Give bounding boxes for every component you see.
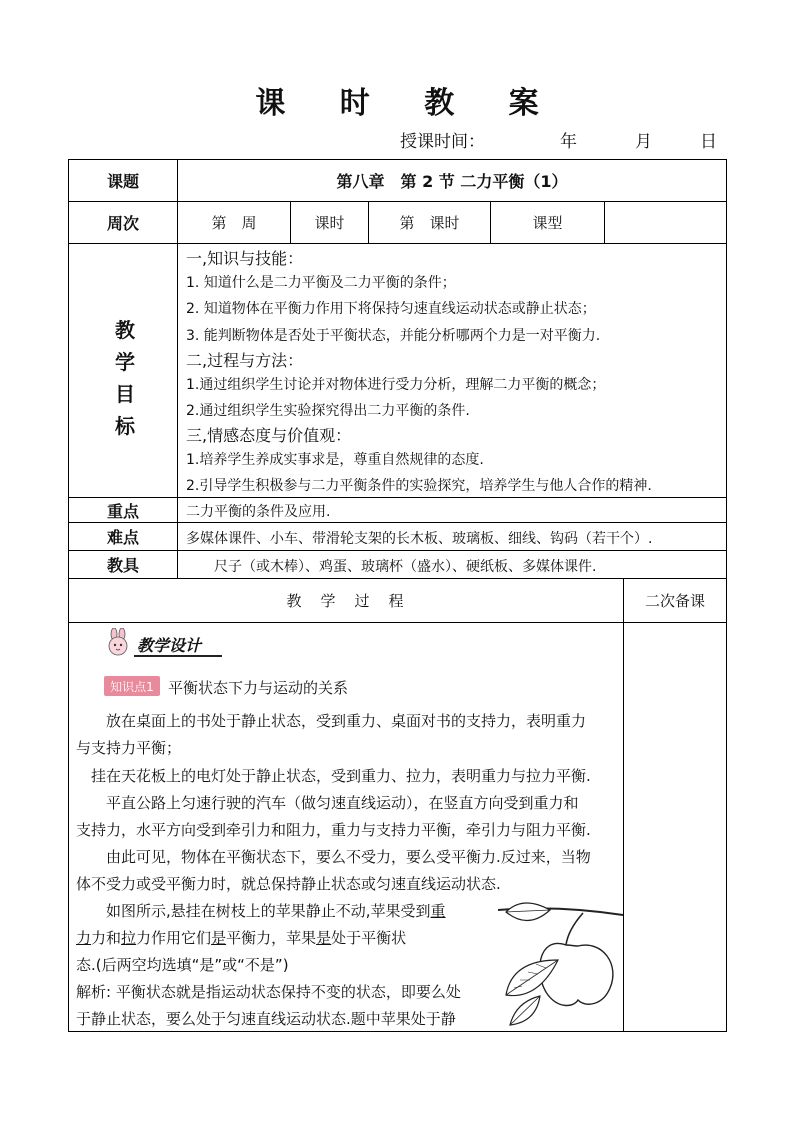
apple-on-branch-illustration (498, 900, 628, 1030)
objective-item: 2.通过组织学生实验探究得出二力平衡的条件. (186, 403, 470, 419)
paragraph-line: 平直公路上匀速行驶的汽车（做匀速直线运动），在竖直方向受到重力和 (76, 794, 579, 812)
objective-item: 3. 能判断物体是否处于平衡状态，并能分析哪两个力是一对平衡力. (186, 328, 601, 344)
paragraph-line: 与支持力平衡； (76, 739, 182, 757)
process-label: 教 学 过 程 (286, 592, 406, 610)
objective-item: 2.引导学生积极参与二力平衡条件的实验探究，培养学生与他人合作的精神. (186, 478, 652, 494)
objective-item: 2. 知道物体在平衡力作用下将保持匀速直线运动状态或静止状态； (186, 301, 596, 317)
answer-blank-3: 是 (211, 929, 227, 947)
objective-item: 1.通过组织学生讨论并对物体进行受力分析，理解二力平衡的概念； (186, 377, 606, 393)
objective-heading: 三,情感态度与价值观： (186, 426, 352, 445)
objective-item: 1.培养学生养成实事求是，尊重自然规律的态度. (186, 452, 484, 468)
question-line-2: 力力和拉力作用它们是平衡力，苹果是处于平衡状 (76, 929, 407, 947)
topic-label: 课题 (106, 172, 139, 191)
lesson-type-label: 课型 (532, 214, 563, 232)
difficulty-value: 多媒体课件、小车、带滑轮支架的长木板、玻璃板、细线、钩码（若干个）. (186, 531, 653, 547)
paragraph-line: 放在桌面上的书处于静止状态，受到重力、桌面对书的支持力，表明重力 (76, 712, 587, 730)
objectives-label-3: 目 (115, 382, 135, 406)
second-prep-label: 二次备课 (644, 592, 705, 610)
topic-value: 第八章 第 2 节 二力平衡（1） (336, 172, 568, 191)
teaching-date-line (400, 127, 720, 151)
objectives-label-4: 标 (115, 414, 135, 438)
objective-heading: 二,过程与方法： (186, 351, 304, 370)
key-point-label: 重点 (106, 501, 139, 521)
rabbit-icon (106, 628, 130, 658)
answer-blank-1b: 力 (76, 929, 92, 947)
objectives-label-2: 学 (115, 350, 135, 374)
objective-heading: 一,知识与技能： (186, 249, 304, 268)
knowledge-section-title: 平衡状态下力与运动的关系 (168, 679, 349, 697)
week-value: 第 周 (211, 214, 257, 232)
tools-value: 尺子（或木棒）、鸡蛋、玻璃杯（盛水）、硬纸板、多媒体课件. (214, 559, 597, 575)
period-label: 课时 (314, 214, 345, 232)
question-line-1: 如图所示,悬挂在树枝上的苹果静止不动,苹果受到重 (76, 902, 446, 920)
paragraph-line: 支持力，水平方向受到牵引力和阻力，重力与支持力平衡，牵引力与阻力平衡. (76, 821, 591, 839)
month-label: 月 (635, 132, 652, 152)
page-title: 课 时 教 案 (255, 86, 561, 121)
difficulty-label: 难点 (106, 528, 139, 547)
day-label: 日 (700, 132, 717, 152)
paragraph-line: 挂在天花板上的电灯处于静止状态，受到重力、拉力，表明重力与拉力平衡. (76, 767, 591, 785)
analysis-line-1: 解析: 平衡状态就是指运动状态保持不变的状态，即要么处 (76, 983, 461, 1001)
question-line-3: 态.(后两空均选填“是”或“不是”) (76, 956, 289, 974)
paragraph-line: 体不受力或受平衡力时，就总保持静止状态或匀速直线运动状态. (76, 875, 501, 893)
knowledge-badge: 知识点1 (104, 676, 160, 696)
design-title-underline (134, 655, 222, 657)
objectives-label-1: 教 (115, 318, 135, 342)
objective-item: 1. 知道什么是二力平衡及二力平衡的条件； (186, 275, 456, 291)
analysis-line-2: 于静止状态，要么处于匀速直线运动状态.题中苹果处于静 (76, 1010, 456, 1028)
answer-blank-2: 拉 (121, 929, 137, 947)
design-title: 教学设计 (137, 636, 202, 655)
date-label: 授课时间： (400, 132, 485, 152)
answer-blank-1a: 重 (430, 902, 446, 920)
tools-label: 教具 (106, 556, 139, 575)
paragraph-line: 由此可见，物体在平衡状态下，要么不受力，要么受平衡力.反过来，当物 (76, 848, 591, 866)
week-label: 周次 (106, 214, 139, 233)
key-point-value: 二力平衡的条件及应用. (186, 504, 331, 520)
period-value: 第 课时 (399, 214, 460, 232)
answer-blank-4: 是 (316, 929, 332, 947)
year-label: 年 (560, 132, 577, 152)
